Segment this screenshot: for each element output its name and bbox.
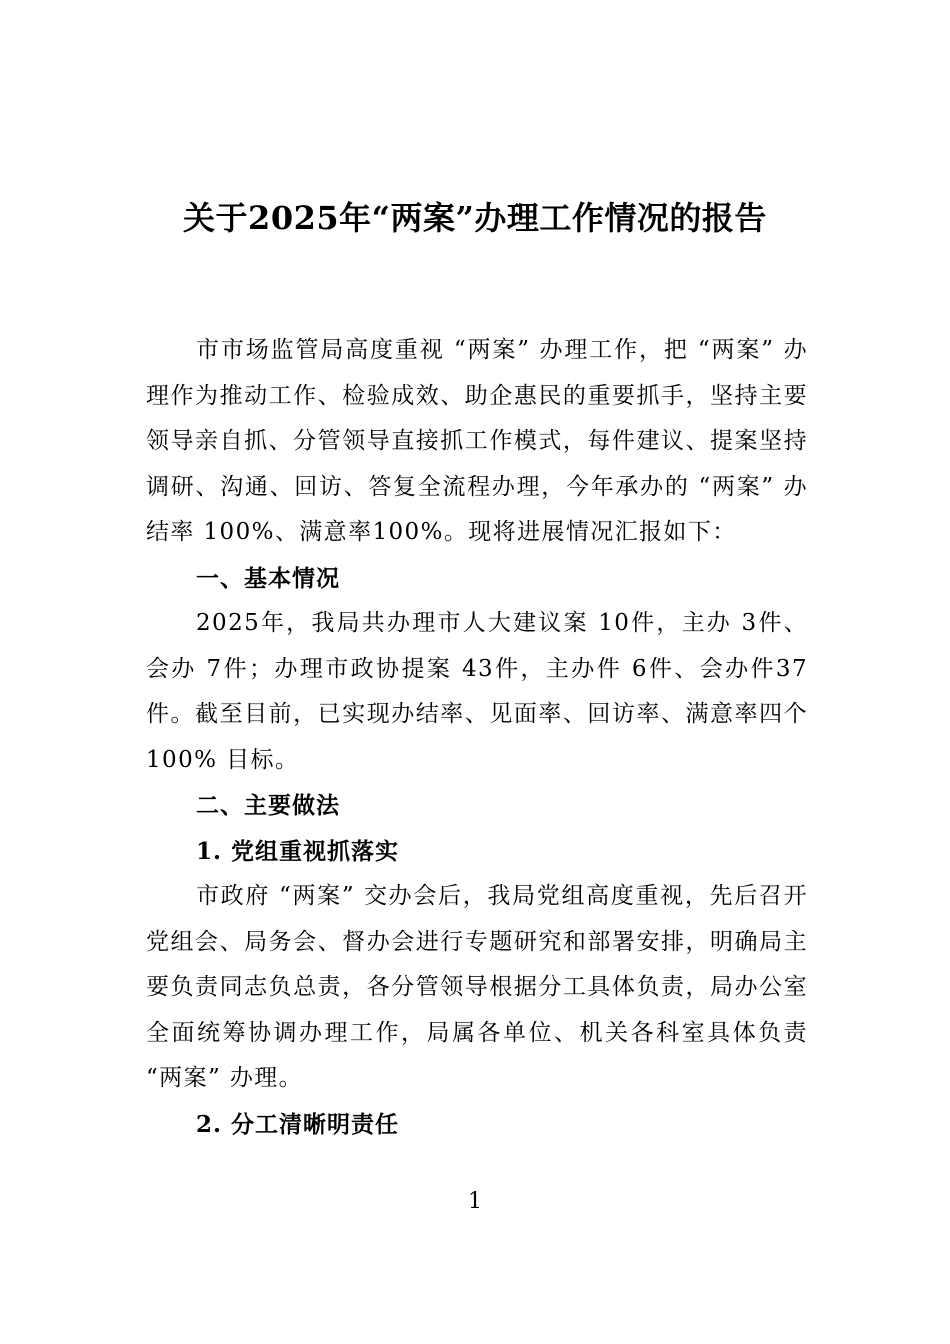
intro-paragraph: 市市场监管局高度重视 “两案” 办理工作，把 “两案” 办理作为推动工作、检验成效、助企惠民的重要抓手，坚持主要领导亲自抓、分管领导直接抓工作模式，每件建议、提案坚持调研、沟通、回访、答复全流程办理，今年承办的 “两案” 办结率 100%、满意率100%。现将进展情况汇报如下： — [146, 337, 808, 545]
document-body — [146, 328, 808, 1147]
party-group-paragraph: 市政府 “两案” 交办会后，我局党组高度重视，先后召开党组会、局务会、督办会进行专题研究和部署安排，明确局主要负责同志负总责，各分管领导根据分工具体负责，局办公室全面统筹协调办理工作，局属各单位、机关各科室具体负责 “两案” 办理。 — [146, 883, 808, 1091]
subsection-heading-party-group: 1. 党组重视抓落实 — [196, 837, 400, 865]
subsection-heading-division-of-labor: 2. 分工清晰明责任 — [196, 1110, 400, 1138]
section-heading-basic-situation: 一、基本情况 — [196, 564, 340, 592]
basic-situation-paragraph: 2025年，我局共办理市人大建议案 10件，主办 3件、会办 7件；办理市政协提案 43件，主办件 6件、会办件37件。截至目前，已实现办结率、见面率、回访率、满意率四个100% 目标。 — [146, 610, 808, 773]
section-heading-main-practices: 二、主要做法 — [196, 792, 340, 819]
page-number: 1 — [468, 1189, 482, 1214]
document-title: 关于2025年“两案”办理工作情况的报告 — [183, 199, 767, 237]
